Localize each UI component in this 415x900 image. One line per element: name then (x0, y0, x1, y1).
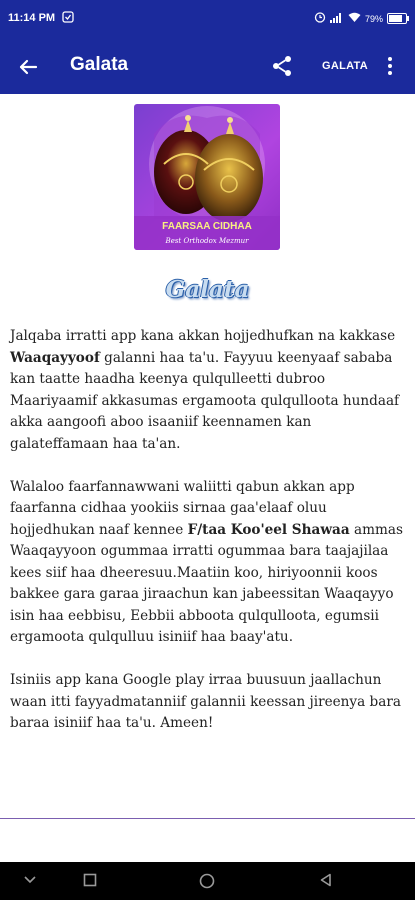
signal-icon (330, 12, 344, 26)
nav-down-icon[interactable] (22, 872, 38, 892)
notification-icon (62, 11, 74, 26)
battery-icon (387, 13, 407, 24)
album-artwork (134, 104, 280, 250)
battery-percent: 79% (364, 13, 383, 24)
content-text (10, 326, 408, 756)
content-area (0, 94, 415, 820)
paragraph-1: Jalqaba irratti app kana akkan hojjedhufkan na kakkase Waaqayyoof galanni haa ta'u. Fayyuu keenyaaf sababa kan taatte haadha keenya qulqulleetti dubroo Maariyaamif akkasumas ergamoota qulqulloota hundaaf akka aangoofi aboo isaaniif keennamen kan galateffamaan haa ta'an. (10, 328, 400, 452)
wifi-icon (348, 12, 361, 26)
more-vert-icon[interactable] (382, 54, 398, 78)
status-time: 11:14 PM (8, 12, 56, 24)
share-icon[interactable] (270, 54, 294, 78)
galata-action-button[interactable]: GALATA (322, 60, 368, 72)
bold-waaqayyoof: Waaqayyoof (10, 349, 100, 366)
alarm-icon (314, 11, 326, 26)
page-title: Galata (70, 54, 129, 75)
artwork-title: FAARSAA CIDHAA (162, 221, 252, 232)
paragraph-2: Walaloo faarfannawwani waliitti qabun akkan app faarfanna cidhaa yookiis sirnaa gaa'elaaf oluu hojjedhukan naaf kennee F/taa Koo'eel Shawaa ammas Waaqayyoon ogummaa irratti ogummaa bara taajajilaa kees siif haa dheeresuu.Maatiin koo, hiriyoonnii koos bakkee gara garaa jiraachun kan jabeessitan Waaqayyo isin haa eebbisu, Eebbii abboota qulqulloota, egumsii ergamoota qulqulluu isiniif haa baay'atu. (10, 478, 403, 645)
content-heading: Galata (165, 276, 250, 303)
status-right-icons (314, 11, 407, 26)
artwork-subtitle: Best Orthodox Mezmur (165, 237, 249, 245)
back-arrow-icon[interactable] (14, 53, 42, 81)
paragraph-3: Isiniis app kana Google play irraa buusuun jaallachun waan itti fayyadmatanniif galannii keessan jireenya bara baraa isiniif haa ta'u. Ameen! (10, 672, 401, 731)
bottom-divider (0, 818, 415, 819)
bold-author-name: F/taa Koo'eel Shawaa (187, 521, 350, 538)
home-icon[interactable] (198, 872, 216, 894)
status-bar (0, 0, 415, 38)
system-nav-bar (0, 862, 415, 900)
recents-icon[interactable] (82, 872, 98, 892)
back-triangle-icon[interactable] (318, 872, 334, 892)
app-bar (0, 38, 415, 94)
